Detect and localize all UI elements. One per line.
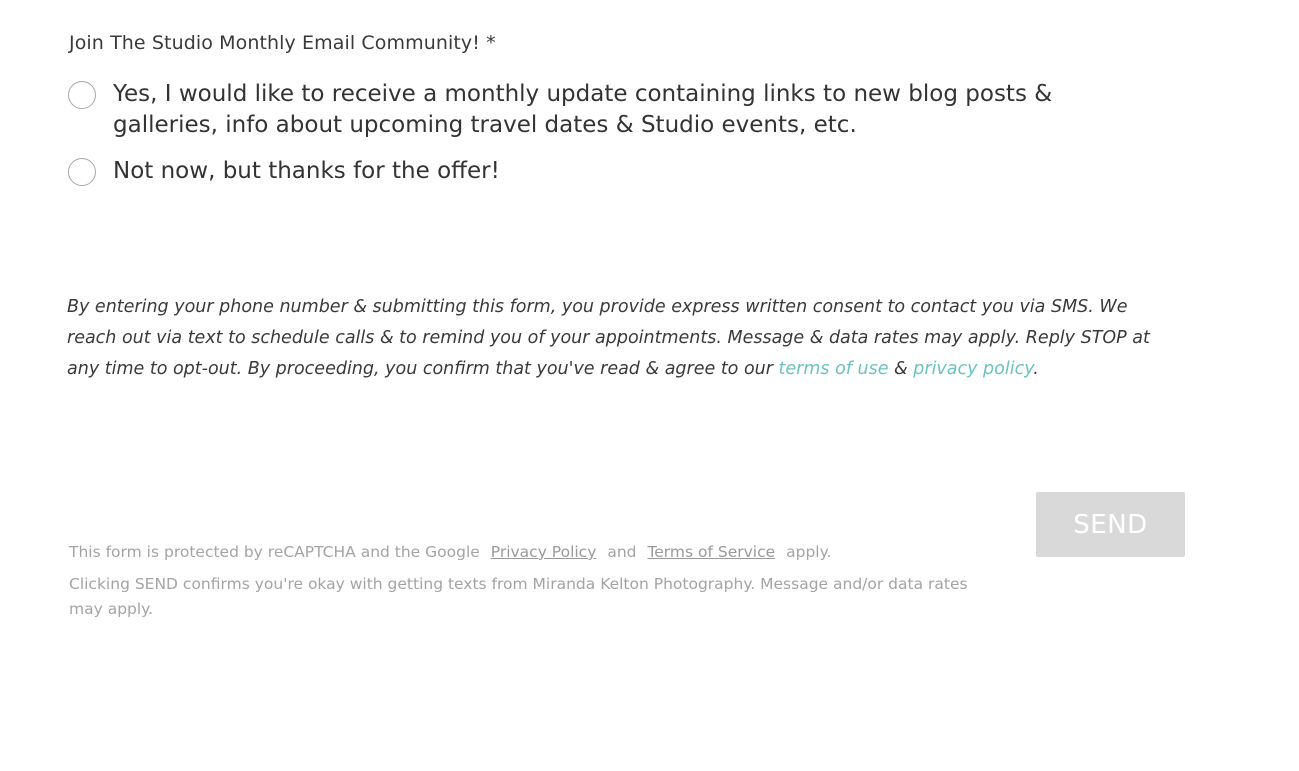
option-no-label[interactable]: Not now, but thanks for the offer! <box>113 158 500 184</box>
email-community-question: Join The Studio Monthly Email Community! * <box>69 32 496 54</box>
google-privacy-policy-link[interactable]: Privacy Policy <box>490 543 597 561</box>
radio-button-yes[interactable] <box>68 81 96 109</box>
terms-of-use-link[interactable]: terms of use <box>778 359 889 379</box>
consent-amp: & <box>888 359 914 379</box>
option-yes-label[interactable]: Yes, I would like to receive a monthly update containing links to new blog posts & galleries, info about upcoming travel dates & Studio events, etc. <box>113 81 1053 138</box>
google-terms-of-service-link[interactable]: Terms of Service <box>647 543 776 561</box>
recaptcha-notice <box>69 540 999 622</box>
recaptcha-prefix: This form is protected by reCAPTCHA and the Google <box>69 543 480 561</box>
recaptcha-line <box>69 540 999 565</box>
recaptcha-suffix: apply. <box>786 543 832 561</box>
recaptcha-and: and <box>607 543 637 561</box>
consent-end: . <box>1033 359 1039 379</box>
send-button[interactable]: SEND <box>1036 492 1185 557</box>
option-no[interactable] <box>68 157 1148 187</box>
sms-notice: Clicking SEND confirms you're okay with getting texts from Miranda Kelton Photography. Message and/or data rates may apply. <box>69 575 968 618</box>
sms-consent-text <box>67 292 1177 385</box>
privacy-policy-link[interactable]: privacy policy <box>913 359 1034 379</box>
option-yes[interactable] <box>68 80 1148 141</box>
consent-body: By entering your phone number & submitting this form, you provide express written consent to contact you via SMS. We reach out via text to schedule calls & to remind you of your appointments. Message & data rates may apply. Reply STOP at any time to opt-out. By proceeding, you confirm that you've read & agree to our <box>67 297 1150 379</box>
radio-button-no[interactable] <box>68 158 96 186</box>
